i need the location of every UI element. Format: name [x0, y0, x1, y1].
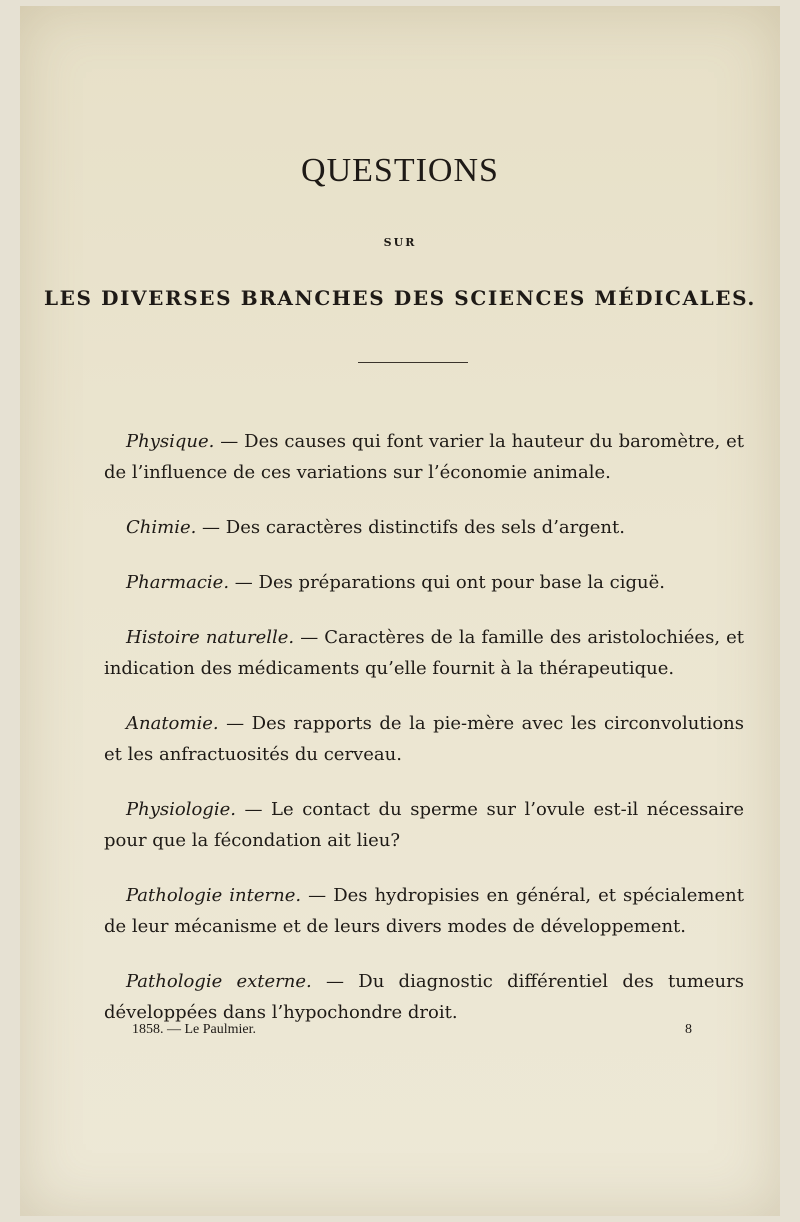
- question-pharmacie: [104, 567, 744, 598]
- sheet-number: 8: [685, 1022, 692, 1037]
- question-text: — Des caractères distinctifs des sels d’argent.: [196, 517, 625, 538]
- question-anatomie: [104, 708, 744, 770]
- question-subject: Pathologie interne.: [126, 885, 302, 906]
- question-text: — Le contact du sperme sur l’ovule est-il nécessaire pour que la fécondation ait lieu?: [104, 799, 744, 851]
- question-subject: Chimie.: [126, 517, 197, 538]
- question-text: — Des préparations qui ont pour base la ciguë.: [229, 572, 665, 593]
- question-text: — Du diagnostic différentiel des tumeurs développées dans l’hypochondre droit.: [104, 971, 744, 1023]
- question-subject: Physique.: [126, 431, 215, 452]
- page-title: QUESTIONS: [301, 152, 499, 189]
- question-subject: Anatomie.: [126, 713, 219, 734]
- divider-rule: [358, 362, 468, 363]
- question-chimie: [104, 512, 744, 543]
- question-histoire-naturelle: [104, 622, 744, 684]
- question-text: — Des hydropisies en général, et spécialement de leur mécanisme et de leurs divers modes de développement.: [104, 885, 744, 937]
- question-list: [104, 426, 744, 1052]
- question-pathologie-externe: [104, 966, 744, 1028]
- question-text: — Des rapports de la pie-mère avec les circonvolutions et les anfractuosités du cerveau.: [104, 713, 744, 765]
- question-subject: Pathologie externe.: [126, 971, 312, 992]
- book-page: [20, 6, 780, 1216]
- page-subtitle: LES DIVERSES BRANCHES DES SCIENCES MÉDICALES.: [44, 286, 756, 310]
- question-physique: [104, 426, 744, 488]
- title-connector: SUR: [383, 236, 417, 249]
- question-pathologie-interne: [104, 880, 744, 942]
- question-subject: Pharmacie.: [126, 572, 230, 593]
- question-text: — Caractères de la famille des aristolochiées, et indication des médicaments qu’elle fournit à la thérapeutique.: [104, 627, 744, 679]
- question-text: — Des causes qui font varier la hauteur du baromètre, et de l’influence de ces variations sur l’économie animale.: [104, 431, 744, 483]
- question-physiologie: [104, 794, 744, 856]
- question-subject: Physiologie.: [126, 799, 236, 820]
- question-subject: Histoire naturelle.: [126, 627, 295, 648]
- footer-signature: 1858. — Le Paulmier.: [132, 1022, 257, 1037]
